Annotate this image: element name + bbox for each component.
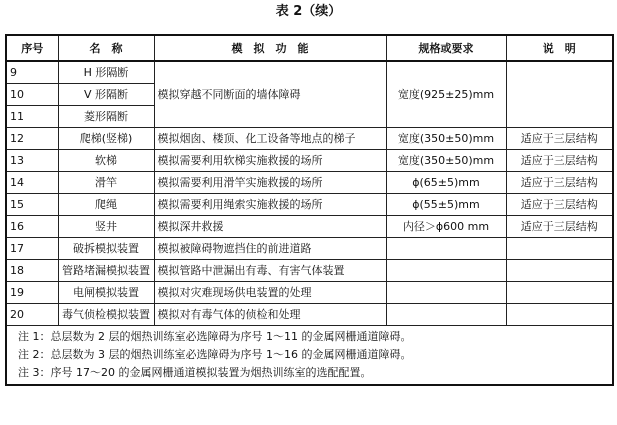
table-row: [6, 216, 613, 238]
table-row: [6, 194, 613, 216]
row-name: 爬梯(竖梯): [58, 128, 154, 150]
row-number: 19: [6, 282, 58, 304]
row-function: 模拟穿越不同断面的墙体障碍: [154, 61, 386, 128]
row-spec: ϕ(65±5)mm: [386, 172, 506, 194]
table-note: 注 1：总层数为 2 层的烟热训练室必选障碍为序号 1～11 的金属网栅通道障碍。: [18, 330, 412, 343]
row-number: 12: [6, 128, 58, 150]
row-name: 破拆模拟装置: [58, 238, 154, 260]
row-function: 模拟管路中泄漏出有毒、有害气体装置: [154, 260, 386, 282]
row-name: 菱形隔断: [58, 106, 154, 128]
row-note: [506, 304, 613, 326]
row-spec: [386, 282, 506, 304]
row-name: 滑竿: [58, 172, 154, 194]
header-name: 名 称: [58, 35, 154, 61]
row-name: 毒气侦检模拟装置: [58, 304, 154, 326]
row-spec: 宽度(350±50)mm: [386, 150, 506, 172]
row-spec: [386, 304, 506, 326]
row-number: 9: [6, 61, 58, 84]
row-spec: 宽度(925±25)mm: [386, 61, 506, 128]
table-row: [6, 260, 613, 282]
table-row: [6, 61, 613, 84]
table-note: 注 2：总层数为 3 层的烟热训练室必选障碍为序号 1～16 的金属网栅通道障碍。: [18, 348, 412, 361]
row-name: 管路堵漏模拟装置: [58, 260, 154, 282]
row-spec: 宽度(350±50)mm: [386, 128, 506, 150]
row-note: 适应于三层结构: [506, 216, 613, 238]
table-caption: 表 2（续）: [275, 4, 342, 19]
header-function: 模 拟 功 能: [154, 35, 386, 61]
row-note: [506, 61, 613, 128]
row-note: 适应于三层结构: [506, 150, 613, 172]
row-function: 模拟需要利用滑竿实施救援的场所: [154, 172, 386, 194]
row-number: 10: [6, 84, 58, 106]
row-number: 14: [6, 172, 58, 194]
table-row: [6, 238, 613, 260]
row-function: 模拟对有毒气体的侦检和处理: [154, 304, 386, 326]
table-row: [6, 282, 613, 304]
row-spec: 内径＞ϕ600 mm: [386, 216, 506, 238]
row-note: 适应于三层结构: [506, 128, 613, 150]
table-row: [6, 128, 613, 150]
row-name: H 形隔断: [58, 61, 154, 84]
row-number: 15: [6, 194, 58, 216]
row-number: 17: [6, 238, 58, 260]
row-function: 模拟对灾难现场供电装置的处理: [154, 282, 386, 304]
row-note: [506, 282, 613, 304]
row-number: 11: [6, 106, 58, 128]
header-no: 序号: [6, 35, 58, 61]
row-function: 模拟深井救援: [154, 216, 386, 238]
row-name: V 形隔断: [58, 84, 154, 106]
row-function: 模拟烟囱、楼顶、化工设备等地点的梯子: [154, 128, 386, 150]
notes-cell: [6, 326, 613, 386]
row-number: 13: [6, 150, 58, 172]
row-name: 软梯: [58, 150, 154, 172]
row-function: 模拟被障碍物遮挡住的前进道路: [154, 238, 386, 260]
row-spec: [386, 260, 506, 282]
header-row: [6, 35, 613, 61]
header-note: 说 明: [506, 35, 613, 61]
row-spec: ϕ(55±5)mm: [386, 194, 506, 216]
row-note: 适应于三层结构: [506, 172, 613, 194]
row-number: 20: [6, 304, 58, 326]
table-row: [6, 304, 613, 326]
row-note: 适应于三层结构: [506, 194, 613, 216]
row-spec: [386, 238, 506, 260]
notes-row: [6, 326, 613, 386]
table-note: 注 3：序号 17～20 的金属网栅通道模拟装置为烟热训练室的选配配置。: [18, 366, 372, 379]
row-function: 模拟需要利用软梯实施救援的场所: [154, 150, 386, 172]
row-note: [506, 260, 613, 282]
table-row: [6, 172, 613, 194]
spec-table: [5, 34, 614, 386]
header-spec: 规格或要求: [386, 35, 506, 61]
row-name: 爬绳: [58, 194, 154, 216]
row-name: 电闸模拟装置: [58, 282, 154, 304]
row-note: [506, 238, 613, 260]
row-number: 18: [6, 260, 58, 282]
row-name: 竖井: [58, 216, 154, 238]
table-row: [6, 150, 613, 172]
row-number: 16: [6, 216, 58, 238]
row-function: 模拟需要利用绳索实施救援的场所: [154, 194, 386, 216]
